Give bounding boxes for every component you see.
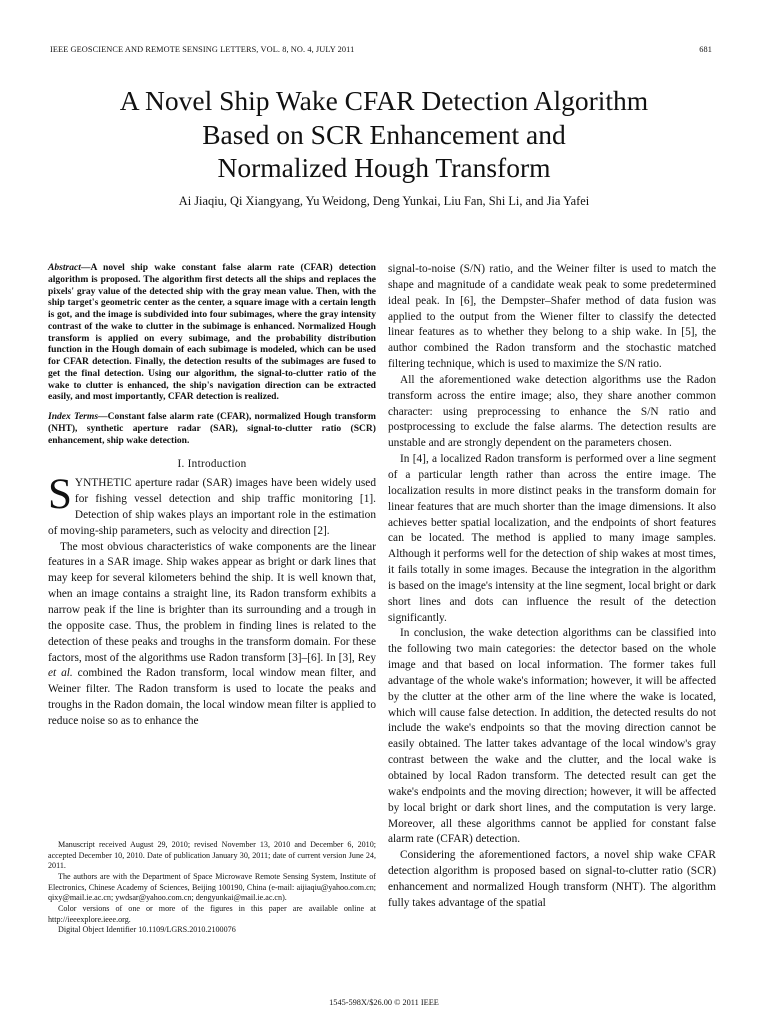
right-paragraph-4: In conclusion, the wake detection algorithms can be classified into the following two main categories: the detector based on the whole image and that based on local information. The former takes full advantage of the whole wake's information; however, it will be affected by the clutter at the other arm of the line where the wake is located, which will cause false detection. In addition, the detected results do not include the wake's endpoints so that the moving direction cannot be easily obtained. The latter takes advantage of the local window's gray contrast between the wake and the clutter, and the local wake is obtained by local Radon transform. The detected result can get the wake's endpoints and the moving direction; however, it will be affected by local bright or dark short lines, and the computation is very large. Moreover, all these algorithms cannot be applied for constant false alarm rate (CFAR) detection. [388, 627, 716, 846]
title-line-2: Based on SCR Enhancement and [202, 118, 566, 150]
right-paragraph-5: Considering the aforementioned factors, a novel ship wake CFAR detection algorithm is proposed based on signal-to-clutter ratio (SCR) enhancement and normalized Hough transform (NHT). The algorithm fully takes advantage of the spatial [388, 849, 716, 909]
abstract: Abstract—A novel ship wake constant false alarm rate (CFAR) detection algorithm is proposed. The algorithm first detects all the ships and replaces the pixels' gray value of the detected ship with the gray mean value. Then, with the ship target's geometric center as the center, a square image with a certain length is got, and the image is subdivided into four subimages, where the gray intensity contrast of the wake to clutter in the subimage is enhanced. Normalized Hough transform is applied on every subimage, and the probability distribution function in the Hough domain of each subimage is modeled, which can be used for CFAR detection. Finally, the detection results of the subimages are fused to get the final detection. Using our algorithm, the signal-to-clutter ratio of the wake to clutter is enhanced, the ship's navigation direction can be extracted easily, and most importantly, CFAR detection is realized. [48, 262, 376, 403]
intro-paragraph-2-text-a: The most obvious characteristics of wake components are the linear features in a SAR image. Ship wakes appear as bright or dark lines that may keep for several kilometers behind the ship. It is well known that, when an image contains a straight line, its Radon transform exhibits a narrow peak if the line is brighter than its surrounding and a trough in the opposite case. Thus, the problem in finding lines is related to the detection of these peaks and troughs in the transform domain. For these factors, most of the algorithms use Radon transform [3]–[6]. In [3], Rey [48, 540, 376, 664]
title-line-3: Normalized Hough Transform [217, 152, 551, 183]
paper-title [40, 84, 728, 185]
intro-paragraph-1-text: YNTHETIC aperture radar (SAR) images have been widely used for fishing vessel detection and ship traffic monitoring [1]. Detection of ship wakes plays an important role in the estimation of moving-ship parameters, such as velocity and direction [2]. [48, 477, 376, 537]
abstract-text: A novel ship wake constant false alarm rate (CFAR) detection algorithm is proposed. The algorithm first detects all the ships and replaces the pixels' gray value of the detected ship with the gray mean value. Then, with the ship target's geometric center as the center, a square image with a certain length is got, and the image is subdivided into four subimages, where the gray intensity contrast of the wake to clutter in the subimage is enhanced. Normalized Hough transform is applied on every subimage, and the probability distribution function in the Hough domain of each subimage is modeled, which can be used for CFAR detection. Finally, the detection results of the subimages are fused to get the final detection. Using our algorithm, the signal-to-clutter ratio of the wake to clutter is enhanced, the ship's navigation direction can be extracted easily, and most importantly, CFAR detection is realized. [48, 262, 376, 403]
footnote-manuscript: Manuscript received August 29, 2010; revised November 13, 2010 and December 6, 2010; accepted December 10, 2010. Date of publication January 30, 2011; date of current version June 24, 2011. [48, 840, 376, 871]
index-terms-text: Constant false alarm rate (CFAR), normalized Hough transform (NHT), synthetic aperture radar (SAR), signal-to-clutter ratio (SCR) enhancement, ship wake detection. [48, 411, 376, 446]
right-paragraph-2: All the aforementioned wake detection algorithms use the Radon transform across the entire image; also, they share another common character: using preprocessing to enhance the S/N ratio and postprocessing to exclude the false alarms. The detection results are unstable and are strongly dependent on the parameters chosen. [388, 373, 716, 450]
title-line-1: A Novel Ship Wake CFAR Detection Algorithm [119, 85, 649, 116]
journal-name: IEEE GEOSCIENCE AND REMOTE SENSING LETTERS, VOL. 8, NO. 4, JULY 2011 [50, 45, 355, 54]
intro-paragraph-2-text-b: combined the Radon transform, local window mean filter, and Weiner filter. The Radon transform is used to locate the peaks and troughs in the Radon domain, the local window mean filter is applied to reduce noise so as to enhance the [48, 667, 376, 727]
footnotes [48, 840, 376, 936]
abstract-label: Abstract [48, 262, 81, 273]
intro-paragraph-1 [48, 471, 376, 539]
footnote-doi: Digital Object Identifier 10.1109/LGRS.2010.2100076 [58, 925, 236, 935]
drop-cap: S [48, 471, 72, 519]
page-number: 681 [699, 45, 712, 54]
index-terms: Index Terms—Constant false alarm rate (CFAR), normalized Hough transform (NHT), synthetic aperture radar (SAR), signal-to-clutter ratio (SCR) enhancement, ship wake detection. [48, 411, 376, 446]
right-paragraph-3: In [4], a localized Radon transform is performed over a line segment of a particular length rather than across the entire image. The localization results in more distinct peaks in the transform domain for linear features that are much shorter than the image dimensions. It also achieves better spatial localization, and the endpoints of short features can be located. The method is applied to many image samples. Although it performs well for the detection of ship wakes at most times, it fails totally in some images. Because the integration in the algorithm is based on the image's intensity at the line segment, local bright or dark short lines and dots can influence the result of the detection significantly. [388, 453, 716, 624]
section-heading: I. Introduction [177, 458, 247, 471]
intro-paragraph-2-etal: et al. [48, 667, 73, 680]
footnote-color-versions: Color versions of one or more of the figures in this paper are available online at http://ieeexplore.ieee.org. [48, 903, 376, 924]
footnote-affiliation: The authors are with the Department of Space Microwave Remote Sensing System, Institute of Electronics, Chinese Academy of Sciences, Beijing 100190, China (e-mail: aijiaqiu@yahoo.com.cn; qixy@mail.ie.ac.cn; ywdsar@yahoo.com.cn; dengyunkai@mail.ie.ac.cn). [48, 871, 376, 903]
left-column [48, 262, 376, 730]
copyright-line: 1545-598X/$26.00 © 2011 IEEE [329, 998, 439, 1007]
right-paragraph-1: signal-to-noise (S/N) ratio, and the Weiner filter is used to match the shape and magnitude of a candidate weak peak to some predetermined ideal peak. In [6], the Dempster–Shafer method of data fusion was applied to the output from the Wiener filter to classify the detected linear features as to whether they belong to a ship wake. In [5], the author combined the Radon transform and the stochastic matched filtering technique, which is used to maximize the S/N ratio. [388, 263, 716, 371]
intro-paragraph-2 [48, 540, 376, 730]
running-header [50, 45, 712, 59]
index-terms-label: Index Terms [48, 411, 99, 422]
author-list: Ai Jiaqiu, Qi Xiangyang, Yu Weidong, Deng Yunkai, Liu Fan, Shi Li, and Jia Yafei [178, 194, 590, 208]
right-column [388, 262, 716, 912]
